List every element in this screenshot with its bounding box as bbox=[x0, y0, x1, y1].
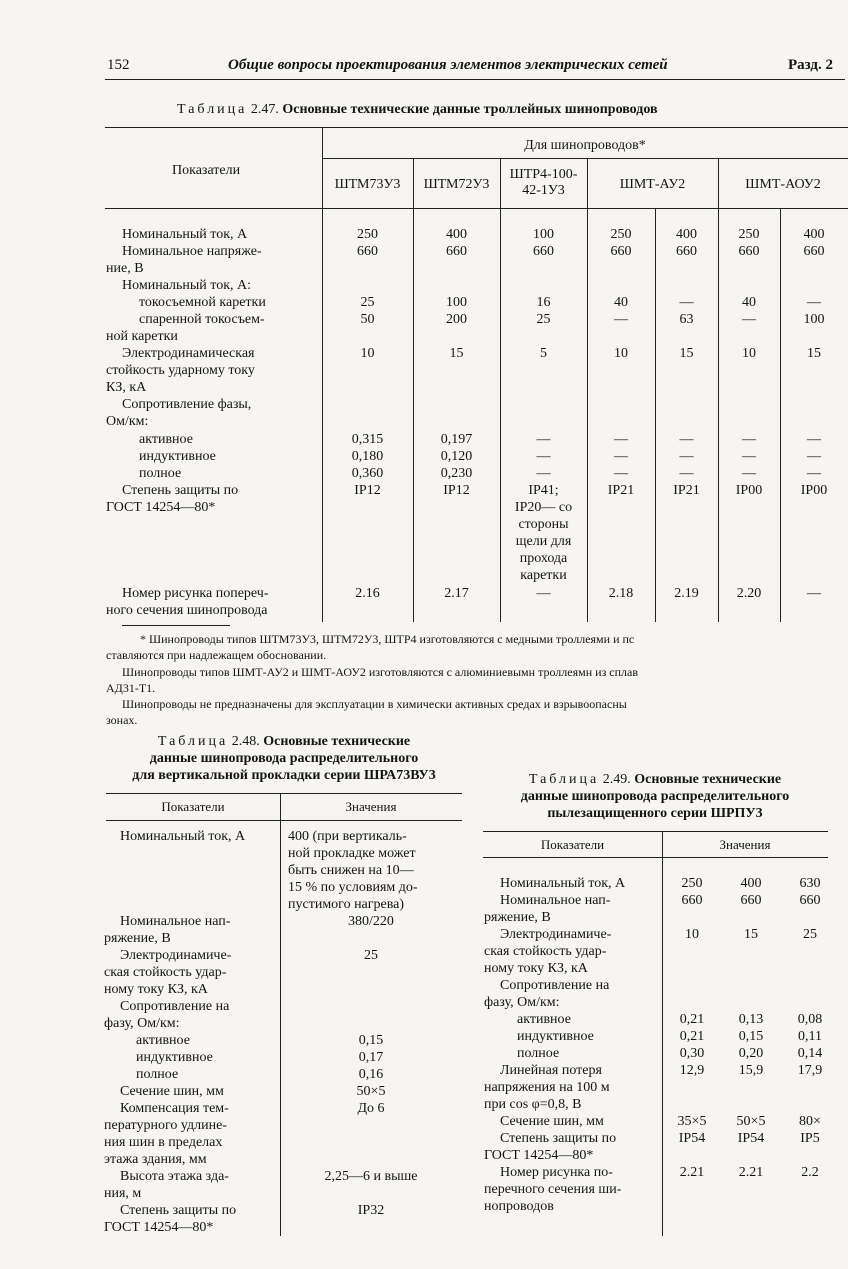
row-label: стойкость ударному току bbox=[106, 363, 255, 378]
table-cell: 0,120 bbox=[440, 449, 473, 464]
row-label: пературного удлине- bbox=[104, 1118, 227, 1133]
table-cell: — bbox=[807, 586, 821, 601]
table-cell: 660 bbox=[799, 893, 821, 908]
table-247-header-rule bbox=[105, 208, 848, 209]
row-label: ному току КЗ, кА bbox=[484, 961, 588, 976]
table-cell: — bbox=[807, 295, 821, 310]
header-rule bbox=[105, 79, 845, 80]
row-label: Номинальный ток, А bbox=[122, 227, 248, 242]
table-cell: 2.2 bbox=[801, 1165, 819, 1180]
table-cell: 100 bbox=[533, 227, 554, 242]
table-cell: 400 bbox=[803, 227, 825, 242]
table-cell: 400 bbox=[740, 876, 762, 891]
table-cell: 5 bbox=[540, 346, 547, 361]
row-label: токосъемной каретки bbox=[139, 295, 266, 310]
footnote: Шинопроводы типов ШМТ-АУ2 и ШМТ-АОУ2 изготовляются с алюминиевымн троллеямн из сплав bbox=[122, 665, 639, 679]
table-cell: 400 (при вертикаль- bbox=[288, 829, 407, 844]
table-cell: 630 bbox=[799, 876, 821, 891]
row-label: Номинальное напряже- bbox=[122, 244, 262, 259]
table-cell: 400 bbox=[676, 227, 697, 242]
table-248-top-rule bbox=[106, 793, 462, 794]
row-label: полное bbox=[139, 466, 182, 481]
row-label: Номинальный ток, А bbox=[500, 876, 626, 891]
row-label: полное bbox=[517, 1046, 560, 1061]
row-label: Линейная потеря bbox=[500, 1063, 602, 1078]
table-cell: 0,20 bbox=[738, 1046, 764, 1061]
row-label: ние, В bbox=[106, 261, 144, 276]
table-cell: 50×5 bbox=[356, 1084, 386, 1099]
table-cell: 25 bbox=[803, 927, 817, 942]
table-cell: — bbox=[742, 432, 756, 447]
column-header-pokazateli: Показатели bbox=[540, 837, 605, 852]
table-cell: 10 bbox=[685, 927, 699, 942]
table-cell: IP54 bbox=[737, 1131, 765, 1146]
table-cell: IP5 bbox=[800, 1131, 820, 1146]
table-cell: 0,14 bbox=[797, 1046, 823, 1061]
table-cell: 15 bbox=[449, 346, 464, 361]
table-cell: — bbox=[679, 295, 694, 310]
table-cell: 400 bbox=[446, 227, 467, 242]
table-cell: 0,230 bbox=[440, 466, 473, 481]
footnote: АД31-Т1. bbox=[106, 681, 156, 695]
table-cell: ной прокладке может bbox=[288, 846, 416, 861]
row-label: Номинальный ток, А bbox=[120, 829, 246, 844]
row-label: ГОСТ 14254—80* bbox=[484, 1148, 594, 1163]
row-label: ной каретки bbox=[106, 329, 178, 344]
table-cell: — bbox=[614, 432, 628, 447]
row-label: фазу, Ом/км: bbox=[484, 995, 560, 1010]
row-label: ГОСТ 14254—80* bbox=[104, 1220, 214, 1235]
table-247-vline bbox=[780, 208, 781, 622]
table-248-caption: Таблица 2.48. Основные технические данные шинопровода распределительного для вертикальной прокладки серии ШРА73ВУ3 bbox=[132, 734, 436, 783]
row-label: полное bbox=[136, 1067, 179, 1082]
column-header-type: ШТМ72У3 bbox=[423, 177, 490, 192]
table-cell: IP00 bbox=[800, 483, 828, 498]
running-title: Общие вопросы проектирования элементов электрических сетей bbox=[228, 57, 668, 73]
table-cell: 15 bbox=[679, 346, 694, 361]
table-cell: 12,9 bbox=[679, 1063, 705, 1078]
row-label: Номер рисунка попереч- bbox=[122, 586, 269, 601]
table-cell: — bbox=[614, 449, 628, 464]
row-label: Номер рисунка по- bbox=[500, 1165, 613, 1180]
table-247-vline bbox=[655, 208, 656, 622]
row-label: этажа здания, мм bbox=[104, 1152, 207, 1167]
table-cell: 2,25—6 и выше bbox=[324, 1169, 418, 1184]
row-label: Номинальное нап- bbox=[120, 914, 231, 929]
row-label: КЗ, кА bbox=[106, 380, 147, 395]
row-label: Электродинамическая bbox=[122, 346, 255, 361]
table-cell: 10 bbox=[742, 346, 756, 361]
table-cell: 660 bbox=[681, 893, 703, 908]
row-label: фазу, Ом/км: bbox=[104, 1016, 180, 1031]
table-cell: — bbox=[807, 449, 821, 464]
table-cell: 100 bbox=[803, 312, 825, 327]
table-cell: 40 bbox=[614, 295, 628, 310]
footnote-rule bbox=[122, 625, 230, 626]
table-cell: 250 bbox=[681, 876, 703, 891]
table-cell: 0,13 bbox=[738, 1012, 764, 1027]
row-label: Сопротивление фазы, bbox=[122, 397, 252, 412]
table-cell: IP41; bbox=[528, 483, 559, 498]
table-cell: 10 bbox=[360, 346, 375, 361]
row-label: спаренной токосъем- bbox=[139, 312, 265, 327]
row-label: индуктивное bbox=[517, 1029, 594, 1044]
table-cell: — bbox=[807, 432, 821, 447]
table-cell: 0,197 bbox=[440, 432, 473, 447]
table-247-vline bbox=[322, 127, 323, 622]
footnote: ставляются при надлежащем обосновании. bbox=[106, 648, 327, 662]
table-cell: 2.19 bbox=[674, 586, 699, 601]
table-cell: 25 bbox=[536, 312, 551, 327]
table-cell: 40 bbox=[742, 295, 756, 310]
row-label: Высота этажа зда- bbox=[120, 1169, 229, 1184]
table-cell: — bbox=[742, 312, 756, 327]
table-cell: 35×5 bbox=[677, 1114, 707, 1129]
table-cell: 0,17 bbox=[358, 1050, 384, 1065]
footnote: зонах. bbox=[106, 713, 138, 727]
table-249-top-rule bbox=[483, 831, 828, 832]
table-cell: 15 bbox=[807, 346, 821, 361]
row-label: ская стойкость удар- bbox=[104, 965, 227, 980]
footnote: Шинопроводы не предназначены для эксплуатации в химически активных средах и взрывоопасны bbox=[122, 697, 627, 711]
table-cell: 660 bbox=[803, 244, 825, 259]
table-cell: — bbox=[742, 449, 756, 464]
table-cell: IP12 bbox=[354, 483, 381, 498]
table-cell: 2.20 bbox=[736, 586, 762, 601]
table-cell: — bbox=[679, 449, 694, 464]
table-249-header-rule bbox=[483, 857, 828, 858]
table-cell: 0,15 bbox=[738, 1029, 764, 1044]
row-label: ному току КЗ, кА bbox=[104, 982, 208, 997]
table-cell: — bbox=[742, 466, 756, 481]
table-cell: 25 bbox=[360, 295, 375, 310]
row-label: индуктивное bbox=[139, 449, 216, 464]
cell-note: прохода bbox=[519, 551, 568, 566]
row-label: активное bbox=[136, 1033, 190, 1048]
footnote: * Шинопроводы типов ШТМ73У3, ШТМ72У3, ШТР4 изготовляются с медными троллеями и пс bbox=[140, 632, 635, 646]
column-group-header: Для шинопроводов* bbox=[524, 138, 646, 153]
table-cell: 0,15 bbox=[358, 1033, 384, 1048]
table-cell: — bbox=[614, 466, 628, 481]
column-header-type: ШТР4-100- bbox=[509, 167, 578, 182]
column-header-type: ШМТ-АУ2 bbox=[619, 177, 686, 192]
table-cell: 2.21 bbox=[679, 1165, 705, 1180]
table-cell: 15,9 bbox=[738, 1063, 764, 1078]
table-cell: 250 bbox=[610, 227, 632, 242]
table-cell: IP00 bbox=[735, 483, 763, 498]
table-cell: IP12 bbox=[443, 483, 470, 498]
row-label: ния шин в пределах bbox=[104, 1135, 223, 1150]
table-cell: — bbox=[536, 432, 551, 447]
table-cell: До 6 bbox=[357, 1101, 385, 1116]
row-label: ГОСТ 14254—80* bbox=[106, 500, 216, 515]
column-header-type: ШМТ-АОУ2 bbox=[745, 177, 821, 192]
row-label: индуктивное bbox=[136, 1050, 213, 1065]
row-label: перечного сечения ши- bbox=[484, 1182, 622, 1197]
table-247-group-rule bbox=[322, 158, 848, 159]
row-label: Степень защиты по bbox=[122, 483, 239, 498]
table-cell: 660 bbox=[740, 893, 762, 908]
table-cell: 0,08 bbox=[797, 1012, 823, 1027]
column-header-values: Значения bbox=[345, 799, 397, 814]
row-label: Сечение шин, мм bbox=[500, 1114, 604, 1129]
row-label: напряжения на 100 м bbox=[484, 1080, 610, 1095]
column-header-type: 42-1У3 bbox=[522, 183, 565, 198]
table-cell: 15 bbox=[744, 927, 758, 942]
table-cell: 2.17 bbox=[444, 586, 469, 601]
row-label: Ом/км: bbox=[106, 414, 149, 429]
column-header-pokazateli: Показатели bbox=[172, 163, 241, 178]
row-label: ряжение, В bbox=[104, 931, 171, 946]
table-cell: 0,21 bbox=[679, 1029, 705, 1044]
table-cell: 0,21 bbox=[679, 1012, 705, 1027]
table-cell: 0,360 bbox=[351, 466, 384, 481]
column-header-type: ШТМ73У3 bbox=[334, 177, 401, 192]
table-cell: пустимого нагрева) bbox=[288, 897, 405, 912]
table-cell: — bbox=[679, 466, 694, 481]
table-cell: 0,16 bbox=[358, 1067, 384, 1082]
table-cell: — bbox=[536, 586, 551, 601]
row-label: Степень защиты по bbox=[120, 1203, 237, 1218]
table-cell: 660 bbox=[738, 244, 760, 259]
row-label: Сопротивление на bbox=[120, 999, 230, 1014]
table-cell: 0,30 bbox=[679, 1046, 705, 1061]
table-cell: 10 bbox=[614, 346, 628, 361]
table-cell: — bbox=[614, 312, 628, 327]
table-cell: 0,11 bbox=[798, 1029, 822, 1044]
table-cell: IP21 bbox=[673, 483, 700, 498]
table-cell: — bbox=[536, 449, 551, 464]
table-cell: 63 bbox=[679, 312, 694, 327]
row-label: Номинальный ток, А: bbox=[122, 278, 252, 293]
row-label: Компенсация тем- bbox=[120, 1101, 229, 1116]
row-label: нопроводов bbox=[484, 1199, 554, 1214]
table-cell: 250 bbox=[738, 227, 760, 242]
cell-note: щели для bbox=[515, 534, 572, 549]
table-cell: 50 bbox=[360, 312, 375, 327]
table-cell: 250 bbox=[357, 227, 378, 242]
table-cell: 200 bbox=[446, 312, 467, 327]
table-cell: IP54 bbox=[678, 1131, 706, 1146]
table-cell: 660 bbox=[446, 244, 467, 259]
table-cell: — bbox=[536, 466, 551, 481]
page-number: 152 bbox=[107, 57, 130, 73]
table-cell: 2.16 bbox=[355, 586, 380, 601]
table-cell: быть снижен на 10— bbox=[288, 863, 414, 878]
table-cell: 660 bbox=[533, 244, 554, 259]
table-cell: 50×5 bbox=[736, 1114, 766, 1129]
table-cell: 660 bbox=[610, 244, 632, 259]
table-248-header-rule bbox=[106, 820, 462, 821]
table-247-caption: Таблица 2.47. Основные технические данные троллейных шинопроводов bbox=[177, 102, 658, 117]
row-label: ния, м bbox=[104, 1186, 142, 1201]
table-cell: 2.18 bbox=[608, 586, 634, 601]
row-label: ного сечения шинопровода bbox=[106, 603, 268, 618]
table-cell: IP21 bbox=[607, 483, 635, 498]
table-cell: — bbox=[679, 432, 694, 447]
row-label: активное bbox=[517, 1012, 571, 1027]
section-label: Разд. 2 bbox=[788, 57, 834, 73]
table-cell: 100 bbox=[446, 295, 467, 310]
row-label: Степень защиты по bbox=[500, 1131, 617, 1146]
table-cell: 2.21 bbox=[738, 1165, 764, 1180]
table-cell: 660 bbox=[676, 244, 697, 259]
table-cell: 16 bbox=[536, 295, 551, 310]
table-cell: 380/220 bbox=[348, 914, 394, 929]
row-label: Сечение шин, мм bbox=[120, 1084, 224, 1099]
row-label: Номинальное нап- bbox=[500, 893, 611, 908]
table-cell: 15 % по условиям до- bbox=[288, 880, 418, 895]
row-label: при cos φ=0,8, В bbox=[484, 1097, 582, 1112]
table-247-top-rule bbox=[105, 127, 848, 128]
row-label: ская стойкость удар- bbox=[484, 944, 607, 959]
table-cell: 17,9 bbox=[797, 1063, 823, 1078]
row-label: ряжение, В bbox=[484, 910, 551, 925]
row-label: Электродинамиче- bbox=[500, 927, 612, 942]
row-label: активное bbox=[139, 432, 193, 447]
cell-note: IP20— со bbox=[514, 500, 573, 515]
table-cell: 0,180 bbox=[351, 449, 384, 464]
row-label: Сопротивление на bbox=[500, 978, 610, 993]
cell-note: каретки bbox=[520, 568, 567, 583]
table-cell: — bbox=[807, 466, 821, 481]
table-cell: 25 bbox=[364, 948, 378, 963]
table-249-caption: Таблица 2.49. Основные технические данные шинопровода распределительного пылезащищенного серии ШРПУ3 bbox=[520, 772, 790, 821]
column-header-values: Значения bbox=[719, 837, 771, 852]
table-cell: IP32 bbox=[357, 1203, 385, 1218]
table-cell: 80× bbox=[799, 1114, 821, 1129]
row-label: Электродинамиче- bbox=[120, 948, 232, 963]
table-cell: 660 bbox=[357, 244, 378, 259]
cell-note: стороны bbox=[518, 517, 569, 532]
table-cell: 0,315 bbox=[351, 432, 384, 447]
column-header-pokazateli: Показатели bbox=[161, 799, 225, 814]
